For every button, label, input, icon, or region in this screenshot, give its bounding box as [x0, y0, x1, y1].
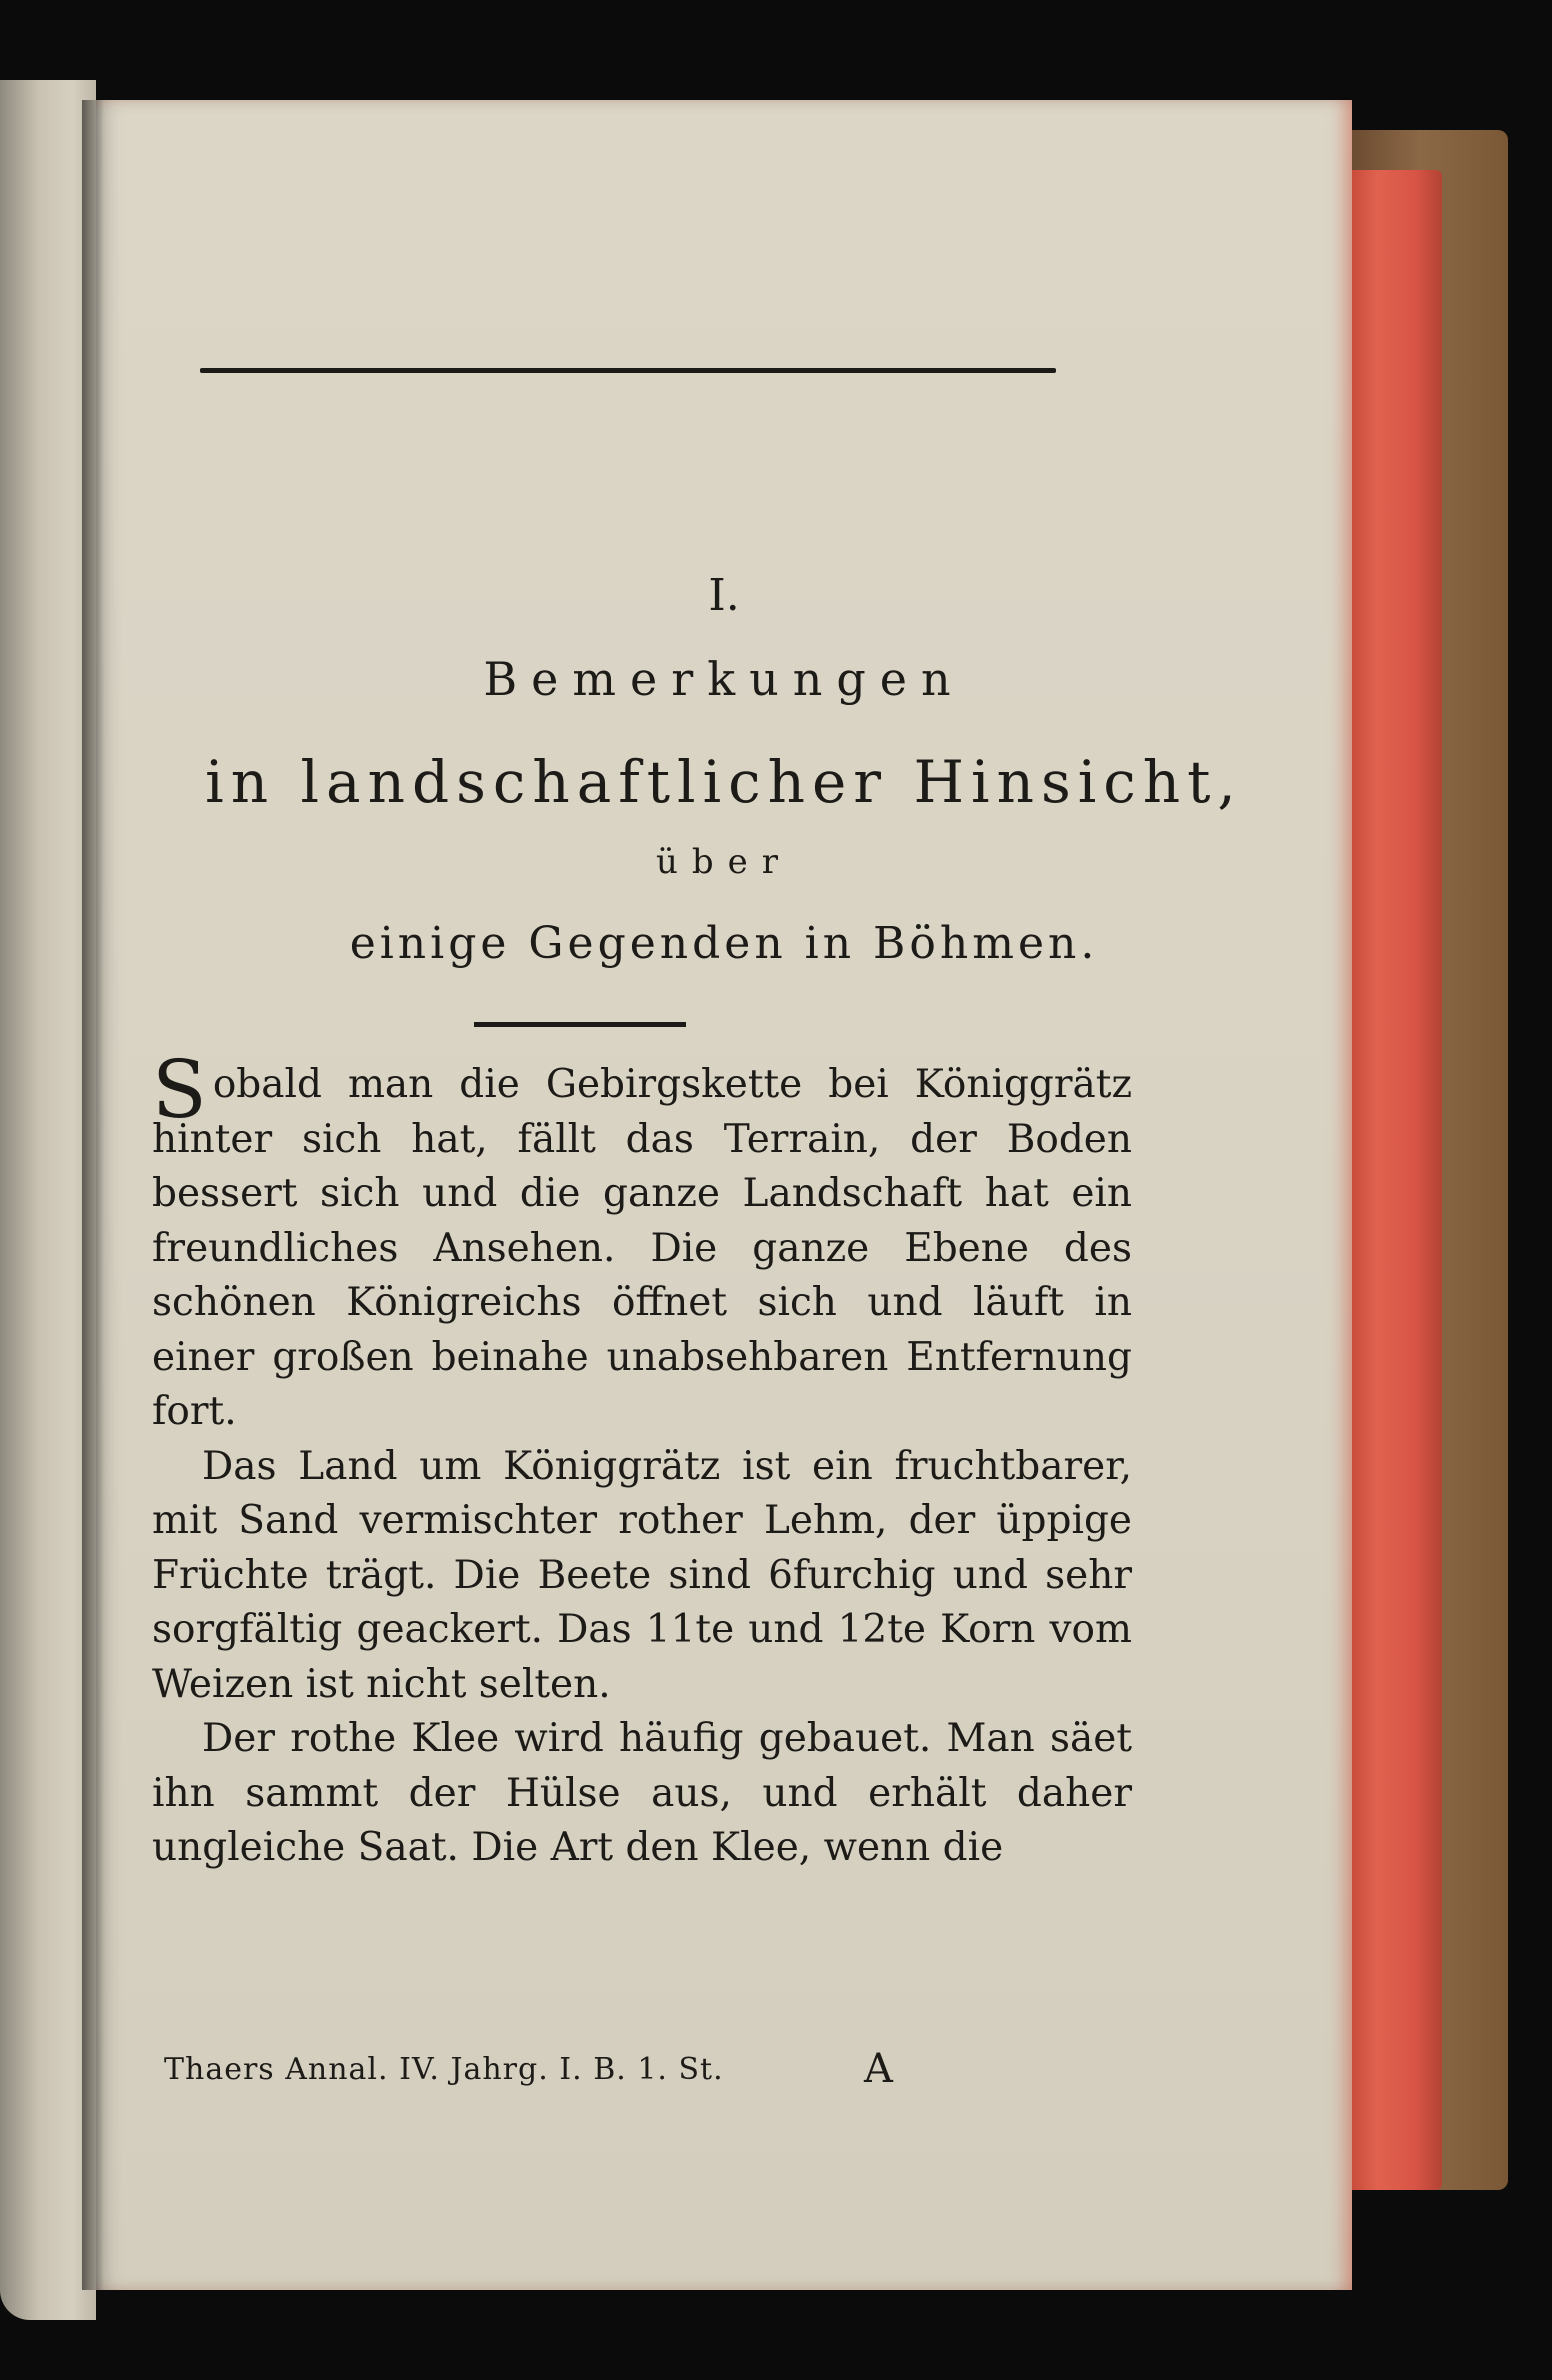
page-footer	[164, 2046, 1084, 2092]
chapter-title-line-1: Bemerkungen	[483, 652, 965, 706]
title-divider-rule	[474, 1022, 686, 1027]
drop-cap: S	[152, 1043, 207, 1136]
body-text	[152, 1043, 1132, 1876]
gutter-shadow	[82, 100, 104, 2290]
red-page-edge	[1350, 170, 1442, 2190]
chapter-title-line-2: in landschaftlicher Hinsicht,	[205, 748, 1243, 816]
signature-line: Thaers Annal. IV. Jahrg. I. B. 1. St.	[164, 2052, 724, 2087]
paragraph-2: Das Land um Königgrätz ist ein fruchtbarer, mit Sand vermischter rother Lehm, der üppige Früchte trägt. Die Beete sind 6furchig und sehr sorgfältig geackert. Das 11te und 12te Korn vom Weizen ist nicht selten.	[152, 1443, 1132, 1707]
sheet-mark: A	[864, 2046, 893, 2092]
chapter-numeral: I.	[708, 570, 740, 621]
header-rule	[200, 368, 1056, 373]
paragraph-1	[152, 1043, 1132, 1440]
paragraph-1-text: obald man die Gebirgskette bei Königgrätz hinter sich hat, fällt das Terrain, der Boden bessert sich und die ganze Landschaft hat ein freundliches Ansehen. Die ganze Ebene des schönen Königreichs öffnet sich und läuft in einer großen beinahe unabsehbaren Entfernung fort.	[152, 1062, 1132, 1434]
paragraph-3: Der rothe Klee wird häufig gebauet. Man säet ihn sammt der Hülse aus, und erhält daher ungleiche Saat. Die Art den Klee, wenn die	[152, 1716, 1132, 1870]
book-page	[96, 100, 1352, 2290]
chapter-title-line-3: über	[655, 842, 793, 882]
chapter-title-line-4: einige Gegenden in Böhmen.	[349, 918, 1099, 969]
